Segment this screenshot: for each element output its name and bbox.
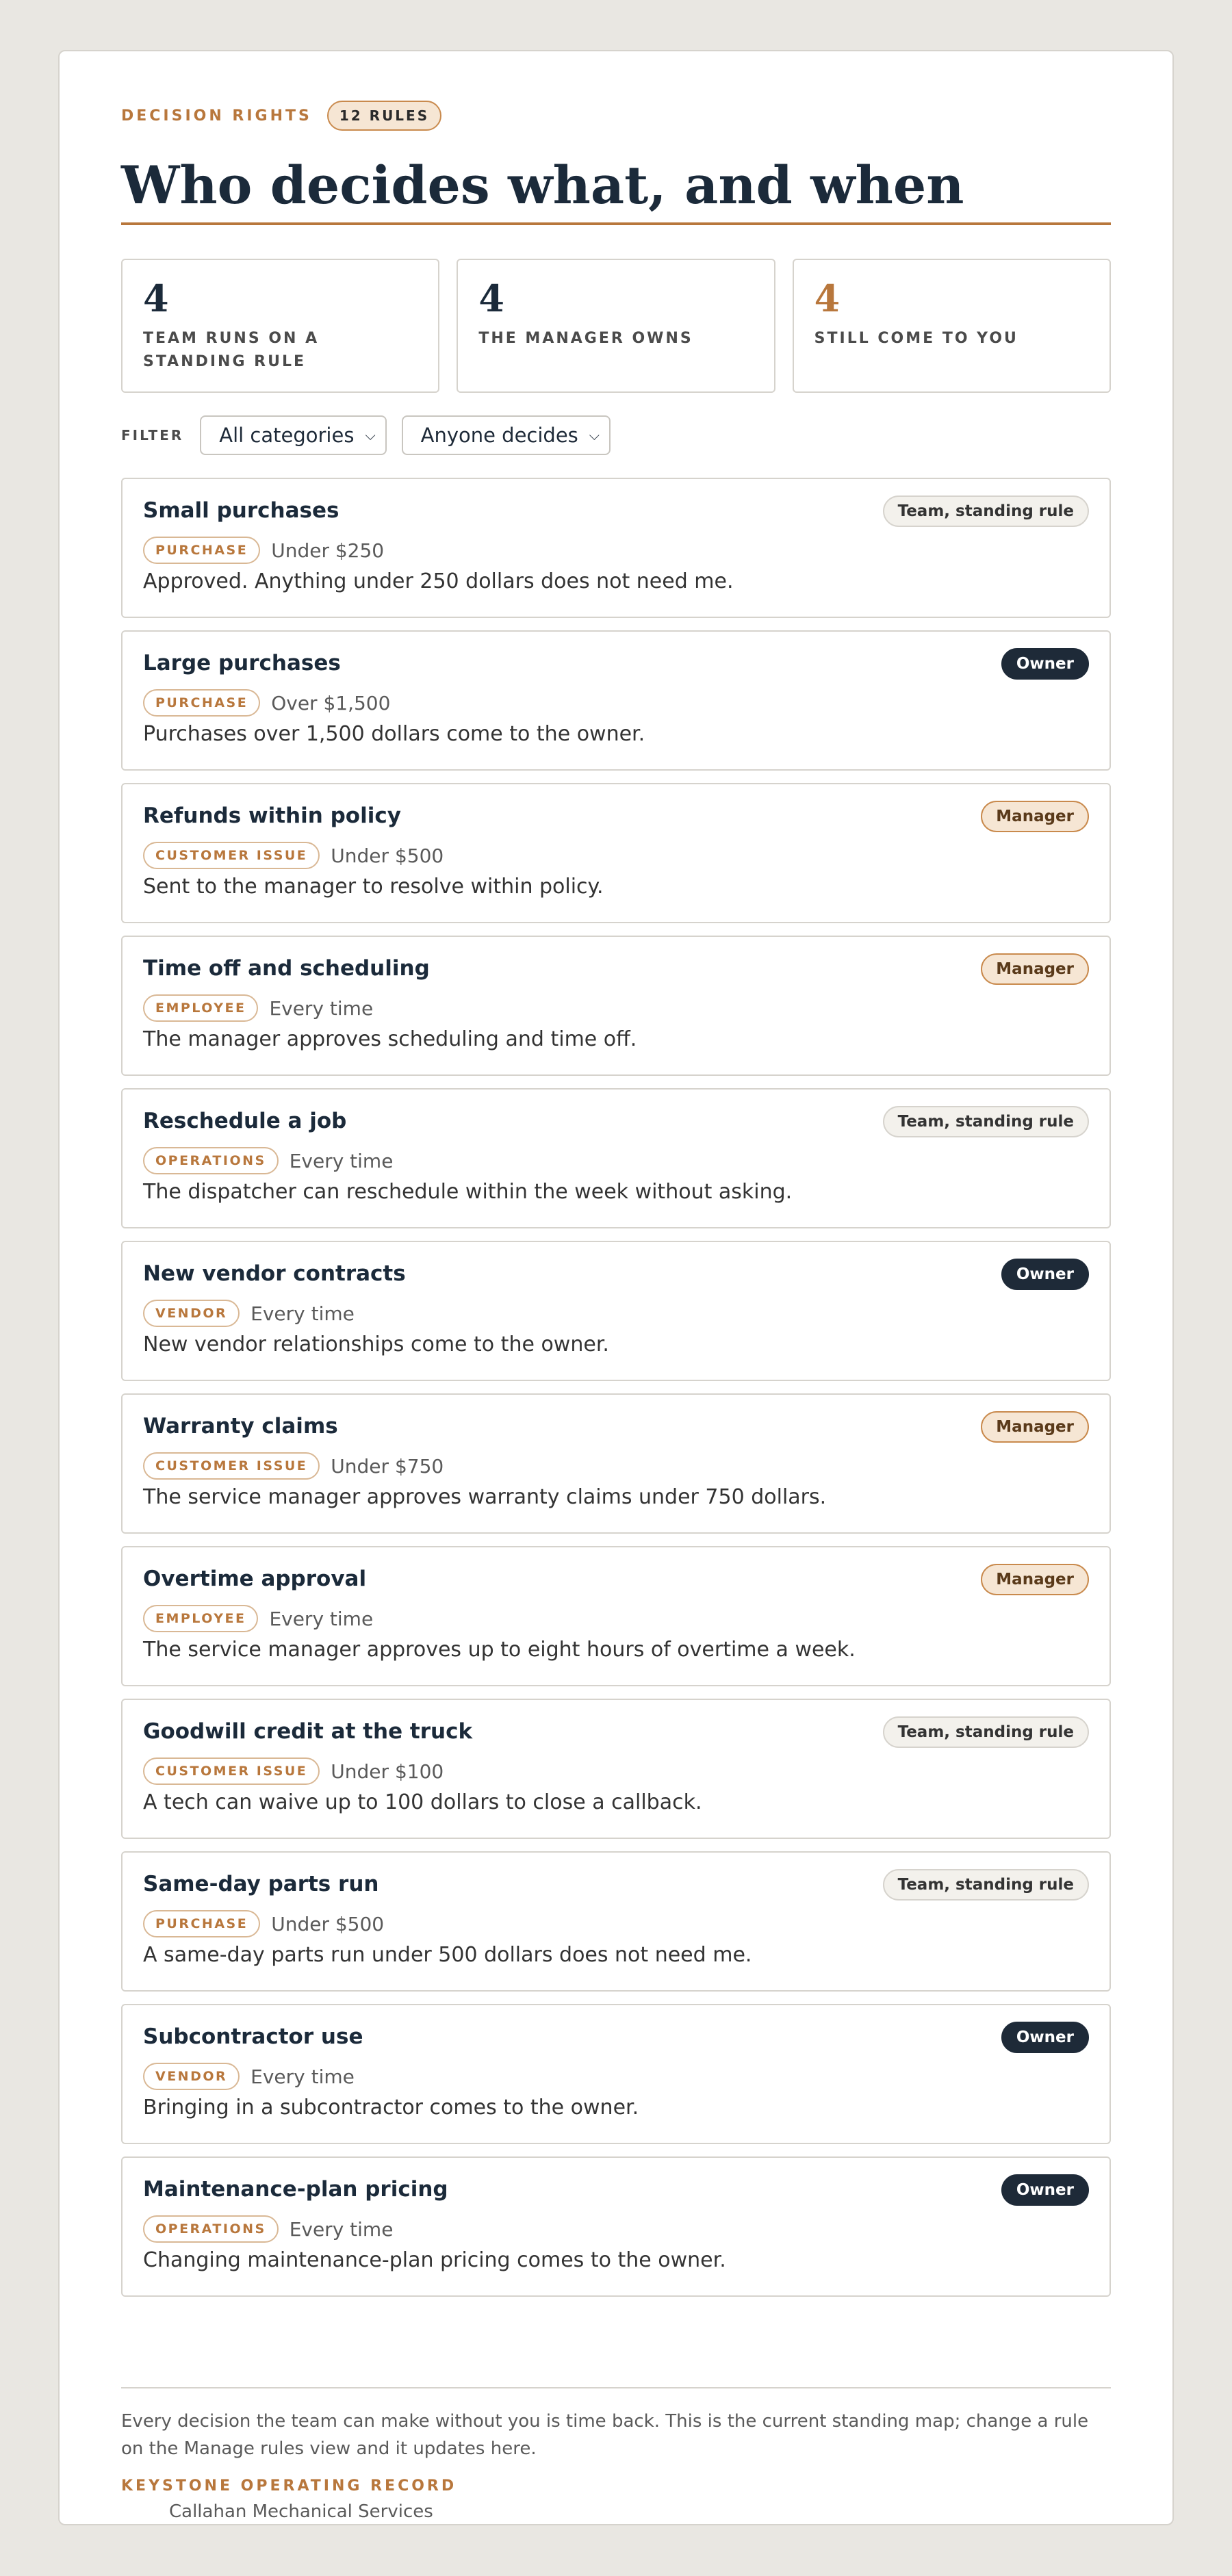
- rule-meta: [143, 1757, 444, 1785]
- stat-label: TEAM RUNS ON A STANDING RULE: [143, 330, 320, 370]
- rule-title: Same-day parts run: [143, 1872, 379, 1896]
- threshold-text: Over $1,500: [271, 691, 391, 714]
- owner-badge: Manager: [981, 801, 1089, 832]
- rule-description: The dispatcher can reschedule within the week without asking.: [143, 1180, 793, 1204]
- rule-meta: [143, 1300, 355, 1327]
- threshold-text: Every time: [269, 1607, 374, 1630]
- category-tag: VENDOR: [143, 1300, 240, 1327]
- section-eyebrow: DECISION RIGHTS: [121, 107, 312, 125]
- owner-badge: Owner: [1001, 2022, 1089, 2053]
- stat-owner: [793, 259, 1111, 393]
- category-tag: PURCHASE: [143, 1910, 260, 1937]
- owner-badge: Team, standing rule: [883, 1106, 1089, 1137]
- owner-badge: Owner: [1001, 648, 1089, 680]
- rule-meta: [143, 2063, 355, 2090]
- title-divider: [121, 222, 1111, 225]
- category-tag: CUSTOMER ISSUE: [143, 842, 320, 869]
- rules-list: [121, 478, 1111, 2309]
- page-title: Who decides what, and when: [121, 155, 964, 216]
- rule-description: New vendor relationships come to the owner.: [143, 1332, 609, 1356]
- footer-divider: [121, 2387, 1111, 2388]
- owner-badge: Owner: [1001, 1259, 1089, 1290]
- rule-title: Time off and scheduling: [143, 956, 430, 981]
- category-tag: VENDOR: [143, 2063, 240, 2090]
- stat-value: 4: [814, 276, 840, 320]
- stat-manager: [457, 259, 775, 393]
- threshold-text: Under $750: [331, 1454, 444, 1478]
- threshold-text: Under $100: [331, 1760, 444, 1783]
- stat-label: STILL COME TO YOU: [814, 330, 1018, 347]
- stat-value: 4: [478, 276, 504, 320]
- category-tag: CUSTOMER ISSUE: [143, 1452, 320, 1480]
- rule-count-badge: 12 RULES: [327, 101, 441, 131]
- category-select[interactable]: [200, 415, 386, 455]
- threshold-text: Under $500: [331, 844, 444, 867]
- rule-row[interactable]: [121, 1699, 1111, 1839]
- footer-note: Every decision the team can make without you is time back. This is the current standing map; change a rule on the Manage rules view and it updates here.: [121, 2411, 1089, 2459]
- owner-badge: Owner: [1001, 2174, 1089, 2206]
- stat-value: 4: [143, 276, 169, 320]
- category-tag: OPERATIONS: [143, 1147, 279, 1174]
- rule-meta: [143, 994, 373, 1022]
- rule-title: Refunds within policy: [143, 803, 401, 828]
- footer-brand: KEYSTONE OPERATING RECORD: [121, 2477, 457, 2495]
- stat-label: THE MANAGER OWNS: [478, 330, 693, 347]
- rule-row[interactable]: [121, 2004, 1111, 2144]
- owner-badge: Team, standing rule: [883, 495, 1089, 527]
- company-name: Callahan Mechanical Services: [169, 2501, 433, 2522]
- category-tag: EMPLOYEE: [143, 994, 258, 1022]
- threshold-text: Every time: [289, 2217, 394, 2241]
- rule-meta: [143, 1147, 393, 1174]
- owner-badge: Manager: [981, 953, 1089, 985]
- rule-row[interactable]: [121, 630, 1111, 771]
- rule-title: Subcontractor use: [143, 2024, 363, 2049]
- rule-description: Purchases over 1,500 dollars come to the owner.: [143, 722, 645, 746]
- chevron-down-icon: ⌵: [589, 427, 600, 443]
- rule-row[interactable]: [121, 2156, 1111, 2297]
- rule-meta: [143, 1452, 444, 1480]
- rule-meta: [143, 689, 390, 717]
- rule-title: Maintenance-plan pricing: [143, 2177, 448, 2202]
- decision-rights-card: [58, 50, 1174, 2525]
- rule-meta: [143, 2215, 393, 2243]
- rule-meta: [143, 842, 444, 869]
- rule-meta: [143, 537, 384, 564]
- category-tag: PURCHASE: [143, 537, 260, 564]
- threshold-text: Every time: [251, 2065, 355, 2088]
- rule-description: Changing maintenance-plan pricing comes to the owner.: [143, 2248, 726, 2272]
- rule-title: Goodwill credit at the truck: [143, 1719, 473, 1744]
- chevron-down-icon: ⌵: [365, 427, 376, 443]
- rule-meta: [143, 1910, 384, 1937]
- rule-row[interactable]: [121, 1393, 1111, 1534]
- rule-title: Warranty claims: [143, 1414, 338, 1439]
- filter-bar: [121, 415, 626, 455]
- threshold-text: Under $500: [271, 1912, 385, 1935]
- rule-row[interactable]: [121, 1851, 1111, 1992]
- rule-description: Sent to the manager to resolve within policy.: [143, 875, 604, 899]
- rule-description: The manager approves scheduling and time off.: [143, 1027, 637, 1051]
- owner-badge: Manager: [981, 1564, 1089, 1595]
- eyebrow-row: [121, 101, 441, 131]
- rule-title: Overtime approval: [143, 1567, 367, 1591]
- rule-row[interactable]: [121, 783, 1111, 923]
- rule-description: Bringing in a subcontractor comes to the owner.: [143, 2096, 639, 2120]
- rule-row[interactable]: [121, 1241, 1111, 1381]
- rule-row[interactable]: [121, 1088, 1111, 1228]
- rule-row[interactable]: [121, 936, 1111, 1076]
- category-tag: OPERATIONS: [143, 2215, 279, 2243]
- rule-title: Small purchases: [143, 498, 339, 523]
- decider-select[interactable]: [402, 415, 611, 455]
- owner-badge: Manager: [981, 1411, 1089, 1443]
- category-select-value: All categories: [219, 424, 355, 447]
- rule-description: A same-day parts run under 500 dollars does not need me.: [143, 1943, 752, 1967]
- rule-title: Reschedule a job: [143, 1109, 347, 1133]
- summary-stats: [121, 259, 1111, 393]
- threshold-text: Every time: [251, 1302, 355, 1325]
- rule-description: A tech can waive up to 100 dollars to close a callback.: [143, 1790, 702, 1814]
- filter-label: FILTER: [121, 427, 184, 443]
- threshold-text: Every time: [289, 1149, 394, 1172]
- category-tag: PURCHASE: [143, 689, 260, 717]
- rule-title: Large purchases: [143, 651, 341, 675]
- owner-badge: Team, standing rule: [883, 1869, 1089, 1901]
- rule-description: Approved. Anything under 250 dollars does not need me.: [143, 569, 734, 593]
- rule-row[interactable]: [121, 478, 1111, 618]
- rule-title: New vendor contracts: [143, 1261, 406, 1286]
- owner-badge: Team, standing rule: [883, 1716, 1089, 1748]
- stat-team: [121, 259, 439, 393]
- rule-description: The service manager approves warranty claims under 750 dollars.: [143, 1485, 827, 1509]
- rule-description: The service manager approves up to eight hours of overtime a week.: [143, 1638, 856, 1662]
- decider-select-value: Anyone decides: [420, 424, 578, 447]
- category-tag: EMPLOYEE: [143, 1605, 258, 1632]
- category-tag: CUSTOMER ISSUE: [143, 1757, 320, 1785]
- rule-row[interactable]: [121, 1546, 1111, 1686]
- threshold-text: Every time: [269, 996, 374, 1020]
- threshold-text: Under $250: [271, 539, 385, 562]
- rule-meta: [143, 1605, 373, 1632]
